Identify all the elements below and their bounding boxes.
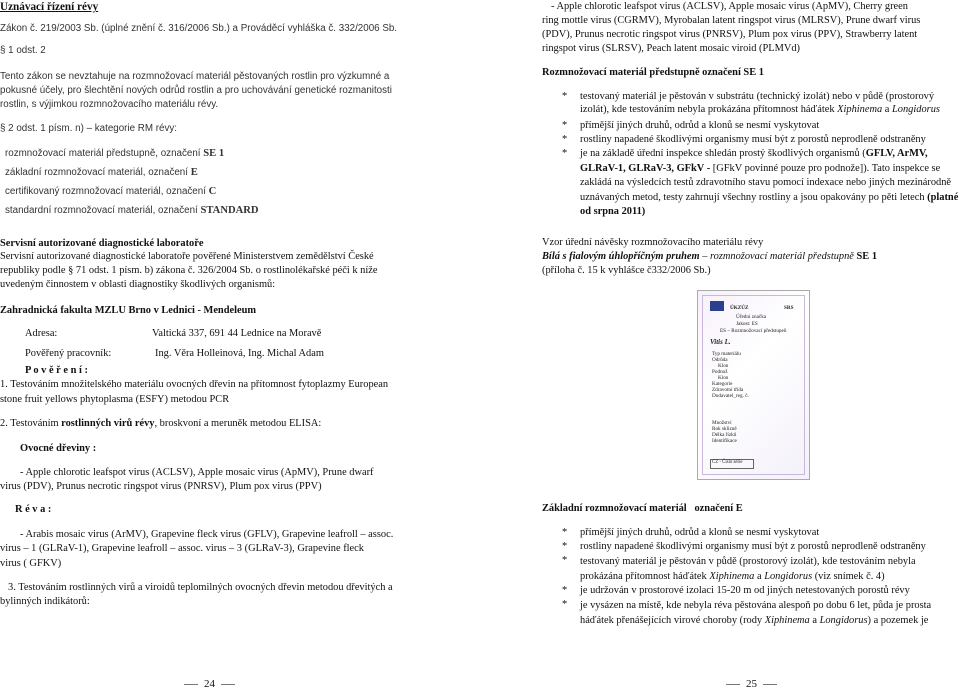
service-line: Servisní autorizované diagnostické laboratoře pověřené Ministerstvem zemědělství České — [0, 251, 374, 262]
virus-line: - Apple chlorotic leafspot virus (ACLSV), Apple mosaic virus (ApMV), Cherry green — [551, 1, 908, 12]
vine-virus-line: virus – 1 (GLRaV-1), Grapevine leafroll – assoc. virus – 3 (GLRaV-3), Grapevine fleck — [0, 543, 364, 554]
vine-virus-line: virus ( GFKV) — [0, 558, 62, 569]
virus-line: (PDV), Prunus necrotic ringspot virus (PNRSV), Plum pox virus (PPV), Strawberry latent — [542, 29, 918, 40]
virus-line: ringspot virus (SLRSV), Peach latent mosaic viroid (PLMVd) — [542, 43, 801, 54]
service-line: uvedeným činnostem v oblasti diagnostiky škodlivých organismů: — [0, 279, 276, 290]
assignment-heading: P o v ě ř e n í : — [25, 365, 88, 376]
se1-bullet: * je na základě úřední inspekce shledán prostý škodlivých organismů (GFLV, ArMV, GLRaV-1, GLRaV-3, GFkV - [GFkV povinné pouze pro podnože]). Tato inspekce se zakládá na výsledcích testů zdravotního stavu pomocí indexace nebo jiných mezinárodně uznávaných metod, testy zahrnují všechny rostliny a jsou opakovány po pěti letech (platné od srpna 2011) — [562, 148, 959, 217]
fruit-virus-line: virus (PDV), Prunus necrotic ringspot virus (PNRSV), Plum pox virus (PPV) — [0, 481, 322, 492]
fruit-trees-label: Ovocné dřeviny : — [20, 443, 97, 454]
sample-subtitle: Bílá s fialovým úhlopříčným pruhem – rozmnožovací materiál předstupně SE 1 — [542, 251, 878, 262]
item3-line: 3. Testováním rostlinných virů a viroidů teplomilných ovocných dřevin metodou dřevitých a — [8, 582, 393, 593]
faculty-name: Zahradnická fakulta MZLU Brno v Lednici - Mendeleum — [0, 305, 257, 316]
service-title: Servisní autorizované diagnostické laboratoře — [0, 238, 204, 249]
intro-line: Tento zákon se nevztahuje na rozmnožovací materiál pěstovaných rostlin pro výzkumné a — [0, 71, 390, 82]
e-bullet: * testovaný materiál je pěstován v půdě (prostorový izolát), kde testováním nebyla prokázána přítomnost háďátek Xiphinema a Longidorus (viz snímek č. 4) — [562, 555, 916, 582]
e-bullet: * je vysázen na místě, kde nebyla réva pěstována alespoň po dobu 6 let, půda je prosta háďátek přenášejících virové choroby (rody Xiphinema a Longidorus) a pozemek je — [562, 599, 932, 626]
category-heading: § 2 odst. 1 písm. n) – kategorie RM révy: — [0, 123, 177, 134]
category-item: základní rozmnožovací materiál, označení E — [5, 167, 198, 178]
worker-label: Pověřený pracovník: — [25, 348, 112, 359]
service-line: republiky podle § 71 odst. 1 písm. b) zákona č. 326/2004 Sb. o rostlinolékařské péči k níže — [0, 265, 378, 276]
item2-line: 2. Testováním rostlinných virů révy, broskvoní a meruněk metodou ELISA: — [0, 418, 322, 429]
page-number-left: 24 — [178, 678, 241, 690]
left-page — [0, 0, 430, 689]
law-reference: Zákon č. 219/2003 Sb. (úplné znění č. 316/2006 Sb.) a Prováděcí vyhláška č. 332/2006 Sb. — [0, 23, 398, 34]
address-value: Valtická 337, 691 44 Lednice na Moravě — [152, 328, 322, 339]
worker-value: Ing. Věra Holleinová, Ing. Michal Adam — [155, 348, 324, 359]
intro-line: rostlin, s výjimkou rozmnožovacího materiálu révy. — [0, 99, 219, 110]
address-label: Adresa: — [25, 328, 58, 339]
item1-line: 1. Testováním množitelského materiálu ovocných dřevin na přítomnost fytoplazmy European — [0, 379, 389, 390]
se1-bullet: * testovaný materiál je pěstován v substrátu (technický izolát) nebo v půdě (prostorový izolát), kde testováním nebyla prokázána přítomnost háďátek Xiphinema a Longidorus — [562, 91, 940, 115]
vine-label: R é v a : — [15, 504, 52, 515]
eu-flag-icon — [710, 301, 724, 311]
section-title: Uznávací řízení révy — [0, 1, 99, 13]
paragraph-reference: § 1 odst. 2 — [0, 45, 46, 56]
right-page: - Apple chlorotic leafspot virus (ACLSV), Apple mosaic virus (ApMV), Cherry green ring mottle virus (CGRMV), Myrobalan latent ringspot virus (MLRSV), Prune dwarf virus (PDV), Prunus necrotic ringspot virus (PNRSV), Plum pox virus (PPV), Strawberry latent ringspot virus (SLRSV), Peach latent mosaic viroid (PLMVd) Rozmnožovací materiál předstupně označení SE 1 * testovaný materiál je pěstován v substrátu (technický izolát) nebo v půdě (prostorový izolát), kde testováním nebyla prokázána přítomnost háďátek Xiphinema a Longidorus * přímější jiných druhů, odrůd a klonů se nesmí vyskytovat * rostliny napadené škodlivými organismy musí být z porostů neprodleně odstraněny * je na základě úřední inspekce shledán prostý škodlivých organismů (GFLV, ArMV, GLRaV-1, GLRaV-3, GFkV - [GFkV povinné pouze pro podnože]). Tato inspekce se zakládá na výsledcích testů zdravotního stavu pomocí indexace nebo jiných mezinárodně uznávaných metod, testy zahrnují všechny rostliny a jsou opakovány po pěti letech (platné od srpna 2011) Vzor úřední návěsky rozmnožovacího materiálu révy Bílá s fialovým úhlopříčným pruhem – rozmnožovací materiál předstupně SE 1 (příloha č. 15 k vyhlášce č332/2006 Sb.) ÚKZÚZ SRS Úřední značka Jakost: ES ES – Rozmnožovací předstupeň Vitis L. Typ materiálu Odrůda Klon Podnož Klon Kategorie Zdravotní třída Dodavatel_reg. č. Množství Rok sklizně Délka řízků Identifikace CZ - Číslo série Základní rozmnožovací materiál označení E * přímější jiných druhů, odrůd a klonů se nesmí vyskytovat * rostliny napadené škodlivými organismy musí být z porostů neprodleně odstraněny * testovaný materiál je pěstován v půdě (prostorový izolát), kde testováním nebyla prokázána přítomnost háďátek Xiphinema a Longidorus (viz snímek č. 4) * je udržován v prostorové izolaci 15-20 m od jiných netestovaných porostů révy * je vysázen na místě, kde nebyla réva pěstována alespoň po dobu 6 let, půda je prosta háďátek přenášejících virové choroby (rody Xiphinema a Longidorus) a pozemek je 25 — [542, 1, 959, 690]
virus-line: ring mottle virus (CGRMV), Myrobalan latent ringspot virus (MLRSV), Prune dwarf virus — [542, 15, 921, 26]
sample-annex: (příloha č. 15 k vyhlášce č332/2006 Sb.) — [542, 265, 711, 276]
vine-virus-line: - Arabis mosaic virus (ArMV), Grapevine fleck virus (GFLV), Grapevine leafroll – assoc. — [20, 529, 394, 540]
intro-line: pokusné účely, pro šlechtění nových odrůd rostlin a pro uchovávání genetické rozmanitosti — [0, 85, 392, 96]
category-item: standardní rozmnožovací materiál, označení STANDARD — [5, 205, 259, 216]
item3-line: bylinných indikátorů: — [0, 596, 90, 607]
sample-title: Vzor úřední návěsky rozmnožovacího materiálu révy — [542, 237, 764, 248]
se1-title: Rozmnožovací materiál předstupně označení SE 1 — [542, 67, 764, 78]
item1-line: stone fruit yellows phytoplasma (ESFY) metodou PCR — [0, 394, 230, 405]
page-number-right: 25 — [720, 678, 783, 690]
fruit-virus-line: - Apple chlorotic leafspot virus (ACLSV), Apple mosaic virus (ApMV), Prune dwarf — [20, 467, 374, 478]
category-item: rozmnožovací materiál předstupně, označení SE 1 — [5, 148, 225, 159]
e-title: Základní rozmnožovací materiál označení E — [542, 503, 743, 514]
category-item: certifikovaný rozmnožovací materiál, označení C — [5, 186, 217, 197]
official-label-image: ÚKZÚZ SRS Úřední značka Jakost: ES ES – Rozmnožovací předstupeň Vitis L. Typ materiálu Odrůda Klon Podnož Klon Kategorie Zdravotní třída Dodavatel_reg. č. Množství Rok sklizně Délka řízků Identifikace CZ - Číslo série — [697, 290, 810, 480]
